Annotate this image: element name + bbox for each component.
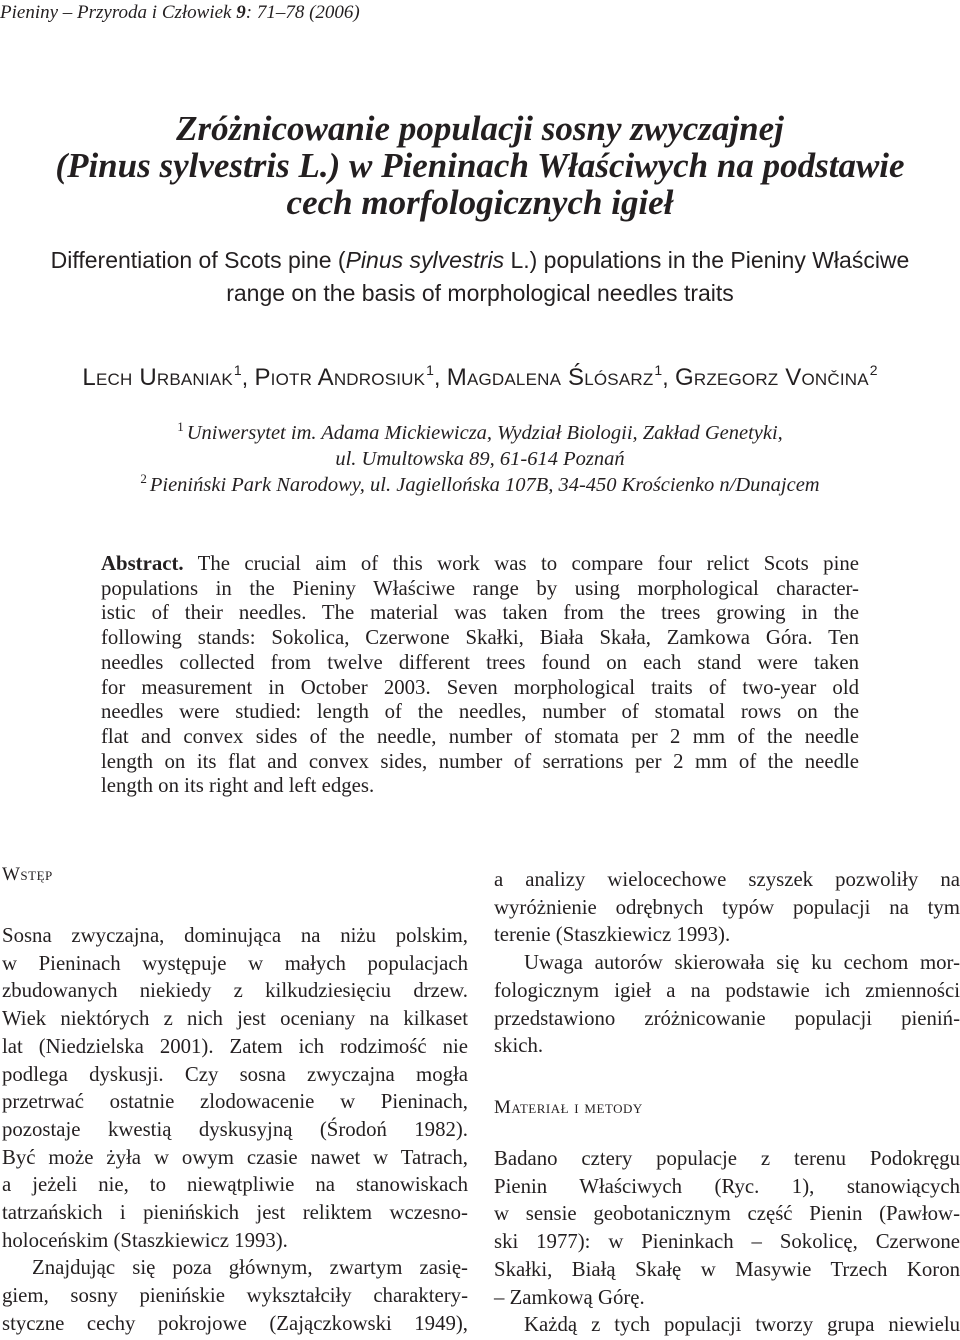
title-line-1: Zróżnicowanie populacji sosny zwyczajnej: [176, 109, 784, 148]
body-line: Znajdując się poza głównym, zwartym zasię-: [32, 1256, 468, 1280]
author-affiliation-mark: 1: [654, 362, 663, 378]
body-line: tatrzańskich i pienińskich jest reliktem wczesno-: [2, 1201, 468, 1225]
body-line: terenie (Staszkiewicz 1993).: [494, 923, 731, 947]
body-line: pozostaje kwestią dyskusyjną (Środoń 1982).: [2, 1117, 468, 1141]
abstract-line: following stands: Sokolica, Czerwone Skałki, Biała Skała, Zamkowa Góra. Ten: [101, 626, 859, 650]
affiliation-number: 1: [177, 419, 184, 434]
subtitle-line-2: range on the basis of morphological needles traits: [226, 280, 734, 306]
body-line: lat (Niedzielska 2001). Zatem ich rodzimość nie: [2, 1034, 468, 1058]
affiliation-1-line-1: [0, 420, 960, 446]
paper-subtitle: [0, 244, 960, 310]
body-line: Pienin Właściwych (Ryc. 1), stanowiących: [494, 1174, 960, 1198]
journal-name: Pieniny – Przyroda i Człowiek: [0, 2, 232, 23]
subtitle-latin-name: Pinus sylvestris: [345, 247, 505, 273]
right-column-text-bottom: [494, 1145, 960, 1339]
body-line: Uwaga autorów skierowała się ku cechom mor-: [524, 951, 960, 975]
body-line: holoceńskim (Staszkiewicz 1993).: [2, 1228, 288, 1252]
body-line: w sensie geobotanicznym część Pienin (Pawłow-: [494, 1202, 960, 1226]
title-line-2: [0, 147, 960, 184]
abstract-line: flat and convex sides of the needle, number of stomata per 2 mm of the needle: [101, 724, 859, 748]
author-name: Grzegorz Vončina: [675, 364, 869, 391]
body-line: styczne cechy pokrojowe (Zajączkowski 1949),: [2, 1311, 468, 1335]
body-line: a jeżeli nie, to niewątpliwie na stanowiskach: [2, 1173, 468, 1197]
affiliations: [0, 420, 960, 498]
body-line: fologicznym igieł a na podstawie ich zmienności: [494, 978, 960, 1002]
title-line-3: cech morfologicznych igieł: [286, 183, 674, 222]
body-line: ski 1977): w Pieninkach – Sokolicę, Czerwone: [494, 1230, 960, 1254]
abstract-line: populations in the Pieniny Właściwe range by using morphological character-: [101, 576, 859, 600]
subtitle-line-1: [0, 244, 960, 277]
journal-volume: 9: [236, 2, 246, 23]
paper-title: [0, 110, 960, 221]
body-line: przedstawiono zróżnicowanie populacji pieniń-: [494, 1006, 960, 1030]
author-affiliation-mark: 2: [869, 362, 878, 378]
section-heading-material-i-metody: Materiał i metody: [494, 1097, 643, 1118]
subtitle-part-c: L.) populations in the Pieniny Właściwe: [504, 247, 910, 273]
affiliation-number: 2: [140, 471, 147, 486]
abstract: [101, 552, 859, 799]
body-line: zbudowanych niekiedy z kilkudziesięciu drzew.: [2, 979, 468, 1003]
author-affiliation-mark: 1: [233, 362, 242, 378]
abstract-line: needles were studied: length of the needles, number of stomatal rows on the: [101, 700, 859, 724]
body-line: podlega dyskusji. Czy sosna zwyczajna mogła: [2, 1062, 468, 1086]
abstract-line: for measurement in October 2003. Seven morphological traits of two-year old: [101, 675, 859, 699]
body-line: Być może żyła w owym czasie nawet w Tatrach,: [2, 1145, 468, 1169]
abstract-line: length on its flat and convex sides, number of serrations per 2 mm of the needle: [101, 749, 859, 773]
body-line: giem, sosny pienińskie wykształciły charaktery-: [2, 1284, 468, 1308]
abstract-line: needles collected from twelve different trees found on each stand were taken: [101, 650, 859, 674]
body-line: Badano cztery populacje z terenu Podokręgu: [494, 1147, 960, 1170]
abstract-line: length on its right and left edges.: [101, 774, 375, 798]
author-name: Lech Urbaniak: [82, 364, 233, 391]
section-heading-wstep: Wstęp: [2, 864, 53, 885]
body-line: Wiek niektórych z nich jest oceniany na kilkaset: [2, 1007, 468, 1031]
body-line: skich.: [494, 1034, 544, 1058]
abstract-line-text: The crucial aim of this work was to compare four relict Scots pine: [183, 552, 859, 575]
left-column-text: [2, 922, 468, 1338]
body-line: Każdą z tych populacji tworzy grupa niewielu: [524, 1313, 960, 1337]
right-column-text-top: [494, 866, 960, 1060]
subtitle-part-a: Differentiation of Scots pine (: [50, 247, 346, 273]
abstract-label: Abstract.: [101, 552, 184, 575]
abstract-line: istic of their needles. The material was taken from the trees growing in the: [101, 601, 859, 625]
body-line: w Pieninach występuje w małych populacjach: [2, 951, 468, 975]
author-name: Piotr Androsiuk: [254, 364, 426, 391]
abstract-line: [101, 552, 859, 577]
author-affiliation-mark: 1: [426, 362, 434, 378]
journal-pages: : 71–78 (2006): [245, 2, 360, 23]
title-latin-name: (Pinus sylvestris: [55, 146, 290, 185]
body-line: przetrwać ostatnie zlodowacenie w Pieninach,: [2, 1090, 468, 1114]
body-line: – Zamkową Górę.: [494, 1285, 645, 1309]
affiliation-text: Uniwersytet im. Adama Mickiewicza, Wydział Biologii, Zakład Genetyki,: [186, 422, 783, 444]
author-list: Lech Urbaniak$^1$, Piotr Androsiuk$^1$, Magdalena Ślósarz$^1$, Grzegorz Vončina$^2$: [82, 362, 878, 391]
affiliation-2: [0, 472, 960, 498]
affiliation-text: Pieniński Park Narodowy, ul. Jagiellońska 107B, 34-450 Krościenko n/Dunajcem: [149, 474, 820, 496]
journal-header: [0, 2, 360, 24]
title-line-2-rest: L.) w Pieninach Właściwych na podstawie: [289, 146, 905, 185]
body-line: wyróżnienie odrębnych typów populacji na tym: [494, 895, 960, 919]
body-line: Skałki, Białą Skałę w Masywie Trzech Koron: [494, 1257, 960, 1281]
body-line: Sosna zwyczajna, dominująca na niżu polskim,: [2, 924, 468, 947]
affiliation-1-line-2: ul. Umultowska 89, 61-614 Poznań: [335, 448, 625, 470]
author-name: Magdalena Ślósarz: [446, 364, 654, 391]
body-line: a analizy wielocechowe szyszek pozwoliły na: [494, 868, 960, 891]
